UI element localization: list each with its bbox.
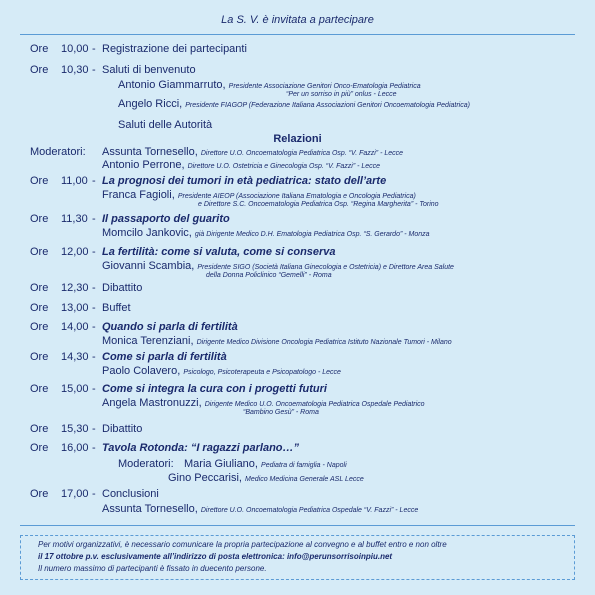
ore-label: Ore [30, 43, 49, 55]
time: 12,00 [61, 246, 89, 258]
dash: - [92, 282, 96, 294]
dash: - [92, 213, 96, 225]
time: 12,30 [61, 282, 89, 294]
speaker-role: e Direttore S.C. Oncoematologia Pediatrica Osp. “Regina Margherita” - Torino [198, 201, 439, 208]
dash: - [92, 302, 96, 314]
speaker-name: Angela Mastronuzzi, [102, 397, 202, 409]
item-text: Dibattito [102, 423, 143, 435]
talk-title: La prognosi dei tumori in età pediatrica: stato dell’arte [102, 175, 387, 187]
speaker-name: Assunta Tornesello, [102, 146, 198, 158]
talk-title: Come si parla di fertilità [102, 351, 227, 363]
speaker-role: della Donna Policlinico “Gemelli” - Roma [206, 272, 332, 279]
ore-label: Ore [30, 246, 49, 258]
moderatori-label: Moderatori: [118, 458, 174, 470]
speaker-role: Presidente FIAGOP (Federazione Italiana Associazioni Genitori Oncoematologia Pediatrica) [185, 102, 470, 109]
talk-title: La fertilità: come si valuta, come si conserva [102, 246, 336, 258]
dash: - [92, 442, 96, 454]
section-title [0, 133, 595, 145]
ore-label: Ore [30, 383, 49, 395]
speaker-role: Direttore U.O. Oncoematologia Pediatrica Ospedale “V. Fazzi” - Lecce [200, 507, 419, 514]
time: 14,30 [61, 351, 89, 363]
bottom-divider [20, 525, 575, 526]
time: 10,30 [61, 64, 89, 76]
speaker-name: Franca Fagioli, [102, 189, 175, 201]
speaker-role: Psicologo, Psicoterapeuta e Psicopatologo - Lecce [183, 369, 341, 376]
ore-label: Ore [30, 488, 49, 500]
speaker-role: già Dirigente Medico D.H. Ematologia Pediatrica Osp. “S. Gerardo” - Monza [194, 231, 430, 238]
time: 14,00 [61, 321, 89, 333]
speaker-role: Pediatra di famiglia - Napoli [261, 462, 347, 469]
speaker-name: Monica Terenziani, [102, 335, 194, 347]
time: 15,30 [61, 423, 89, 435]
dash: - [92, 43, 96, 55]
speaker-name: Giovanni Scambia, [102, 260, 195, 272]
speaker-role: Presidente AIEOP (Associazione Italiana Ematologia e Oncologia Pediatrica) [177, 193, 416, 200]
dash: - [92, 175, 96, 187]
dash: - [92, 351, 96, 363]
dash: - [92, 64, 96, 76]
speaker-name: Paolo Colavero, [102, 365, 181, 377]
notice-line: il 17 ottobre p.v. esclusivamente all’indirizzo di posta elettronica: info@perunsorrisoinpiu.net [38, 552, 393, 561]
item-text: Registrazione dei partecipanti [102, 43, 247, 55]
notice-line: Per motivi organizzativi, è necessario comunicare la propria partecipazione al convegno e al buffet entro e non oltre [38, 540, 447, 549]
relazioni-heading: Relazioni [273, 133, 322, 145]
talk-title: Tavola Rotonda: “I ragazzi parlano…” [102, 442, 300, 454]
dash: - [92, 423, 96, 435]
time: 13,00 [61, 302, 89, 314]
item-text: Dibattito [102, 282, 143, 294]
ore-label: Ore [30, 302, 49, 314]
speaker-role: Dirigente Medico Divisione Oncologia Pediatrica Istituto Nazionale Tumori - Milano [196, 339, 452, 346]
top-divider [20, 34, 575, 35]
time: 11,00 [61, 175, 88, 187]
ore-label: Ore [30, 321, 49, 333]
item-text: Buffet [102, 302, 131, 314]
speaker-name: Assunta Tornesello, [102, 503, 198, 515]
speaker-role: Dirigente Medico U.O. Oncoematologia Pediatrica Ospedale Pediatrico [204, 401, 425, 408]
time: 15,00 [61, 383, 89, 395]
time: 16,00 [61, 442, 89, 454]
item-text: Saluti delle Autorità [118, 119, 213, 131]
speaker-name: Angelo Ricci, [118, 98, 183, 110]
moderatori-label: Moderatori: [30, 146, 86, 158]
speaker-name: Gino Peccarisi, [168, 472, 242, 484]
item-text: Conclusioni [102, 488, 159, 500]
talk-title: Il passaporto del guarito [102, 213, 230, 225]
dash: - [92, 246, 96, 258]
speaker-role: Medico Medicina Generale ASL Lecce [245, 476, 364, 483]
ore-label: Ore [30, 351, 49, 363]
speaker-role: Direttore U.O. Ostetricia e Ginecologia Osp. “V. Fazzi” - Lecce [187, 163, 381, 170]
item-text: Saluti di benvenuto [102, 64, 196, 76]
invite-line: La S. V. è invitata a partecipare [221, 14, 374, 26]
talk-title: Quando si parla di fertilità [102, 321, 238, 333]
dash: - [92, 488, 96, 500]
time: 11,30 [61, 213, 88, 225]
speaker-name: Maria Giuliano, [184, 458, 258, 470]
speaker-name: Momcilo Jankovic, [102, 227, 192, 239]
speaker-role: “Bambino Gesù” - Roma [243, 409, 319, 416]
dash: - [92, 383, 96, 395]
speaker-name: Antonio Perrone, [102, 159, 185, 171]
ore-label: Ore [30, 423, 49, 435]
speaker-role: Presidente Associazione Genitori Onco-Ematologia Pediatrica [228, 83, 421, 90]
notice-line: Il numero massimo di partecipanti è fissato in duecento persone. [38, 564, 267, 573]
time: 17,00 [61, 488, 89, 500]
ore-label: Ore [30, 213, 49, 225]
ore-label: Ore [30, 64, 49, 76]
ore-label: Ore [30, 175, 49, 187]
talk-title: Come si integra la cura con i progetti futuri [102, 383, 327, 395]
speaker-role: Direttore U.O. Oncoematologia Pediatrica Osp. “V. Fazzi” - Lecce [200, 150, 404, 157]
speaker-name: Antonio Giammarruto, [118, 79, 226, 91]
ore-label: Ore [30, 442, 49, 454]
speaker-role: Presidente SIGO (Società Italiana Ginecologia e Ostetricia) e Direttore Area Salute [197, 264, 454, 271]
time: 10,00 [61, 43, 89, 55]
dash: - [92, 321, 96, 333]
ore-label: Ore [30, 282, 49, 294]
speaker-role: “Per un sorriso in più” onlus - Lecce [286, 91, 397, 98]
